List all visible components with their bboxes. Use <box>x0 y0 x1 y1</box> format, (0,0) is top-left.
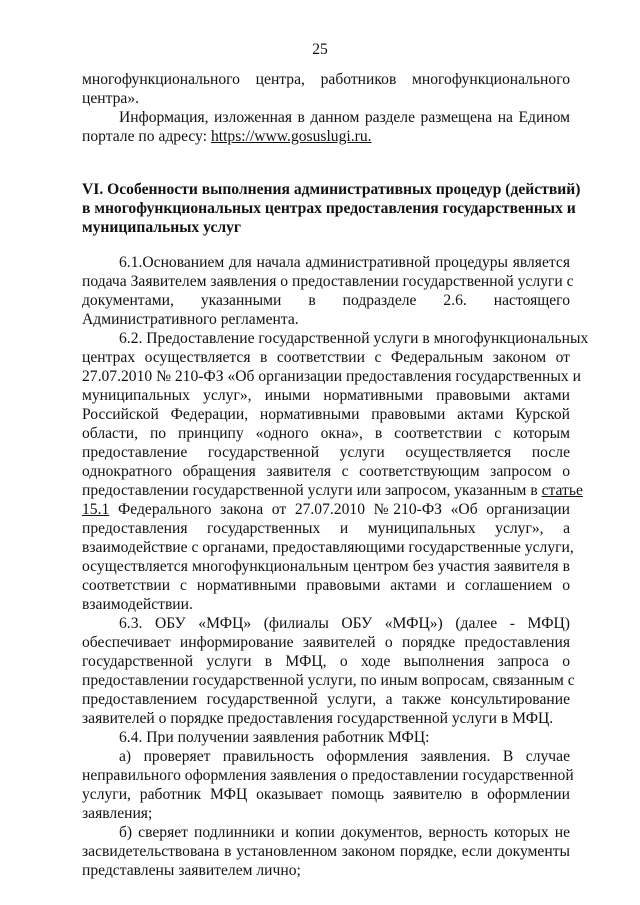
p64-item-b-line: засвидетельствована в установленном законом порядке, если документы <box>82 843 570 860</box>
p64-lead: 6.4. При получении заявления работник МФЦ: <box>119 729 430 746</box>
p63-line: предоставлением государственной услуги, а также консультирование <box>82 691 570 708</box>
p62-line: центрах осуществляется в соответствии с Федеральным законом от <box>82 349 570 366</box>
p61-line: документами, указанными в подразделе 2.6. настоящего <box>82 292 570 309</box>
info-line-1: Информация, изложенная в данном разделе размещена на Едином <box>119 109 570 126</box>
article-link[interactable]: статье <box>541 482 583 499</box>
p62-line: предоставление государственной услуги осуществляется после <box>82 444 570 461</box>
p63-line: предоставлении государственной услуги, по иным вопросам, связанным с <box>82 672 575 689</box>
p62-line: осуществляется многофункциональным центром без участия заявителя в <box>82 558 570 575</box>
p62-line: 27.07.2010 № 210-ФЗ «Об организации предоставления государственных и <box>82 368 581 385</box>
p62-line: Российской Федерации, нормативными правовыми актами Курской <box>82 406 570 423</box>
p62-line <box>82 500 570 519</box>
p62-line: 6.2. Предоставление государственной услуги в многофункциональных <box>119 330 589 347</box>
p61-line: подача Заявителем заявления о предоставлении государственной услуги с <box>82 273 574 290</box>
p64-item-b-line: б) сверяет подлинники и копии документов, верность которых не <box>119 824 570 841</box>
p63-line: обеспечивает информирование заявителей о порядке предоставления <box>82 634 570 651</box>
p62-line: муниципальных услуг», иными нормативными правовыми актами <box>82 387 570 404</box>
p63-line: заявителей о порядке предоставления государственной услуги в МФЦ. <box>82 710 554 727</box>
p62-line <box>82 481 583 500</box>
p64-item-a-line: а) проверяет правильность оформления заявления. В случае <box>119 748 570 765</box>
p61-line: Административного регламента. <box>82 311 299 328</box>
p61-line: 6.1.Основанием для начала административной процедуры является <box>119 254 570 271</box>
intro-line-2: центра». <box>82 90 140 107</box>
info-line-2-text: порталe по адресу: <box>82 128 211 145</box>
p62-line: взаимодействии. <box>82 596 193 613</box>
article-number-link[interactable]: 15.1 <box>82 501 110 518</box>
p64-item-a-line: заявления; <box>82 805 153 822</box>
p62-line: взаимодействие с органами, предоставляющими государственные услуги, <box>82 539 574 556</box>
p64-item-a-line: неправильного оформления заявления о предоставлении государственной <box>82 767 574 784</box>
section-heading-line-3: муниципальных услуг <box>82 219 241 236</box>
p64-item-b-line: представлены заявителем лично; <box>82 862 301 879</box>
p62-line: области, по принципу «одного окна», в соответствии с которым <box>82 425 570 442</box>
p64-item-a-line: услуги, работник МФЦ оказывает помощь заявителю в оформлении <box>82 786 570 803</box>
p62-line-10-text: Федерального закона от 27.07.2010 №210-ФЗ «Об организации <box>109 501 570 518</box>
page-number: 25 <box>312 41 328 58</box>
info-line-2 <box>82 127 570 146</box>
p62-line: соответствии с нормативными правовыми актами и соглашением о <box>82 577 570 594</box>
section-heading-line-1: VI. Особенности выполнения административных процедур (действий) <box>82 181 581 198</box>
p62-line: однократного обращения заявителя с соответствующим запросом о <box>82 463 570 480</box>
p63-line: государственной услуги в МФЦ, о ходе выполнения запроса о <box>82 653 570 670</box>
intro-line-1: многофункционального центра, работников многофункционального <box>82 71 570 88</box>
portal-link[interactable]: https://www.gosuslugi.ru. <box>210 128 372 145</box>
p63-line: 6.3. ОБУ «МФЦ» (филиалы ОБУ «МФЦ») (далее - МФЦ) <box>119 615 570 632</box>
p62-line: предоставления государственных и муниципальных услуг», а <box>82 520 570 537</box>
p62-line-9-text: предоставлении государственной услуги или запросом, указанным в <box>82 482 542 499</box>
section-heading-line-2: в многофункциональных центрах предоставления государственных и <box>82 200 576 217</box>
